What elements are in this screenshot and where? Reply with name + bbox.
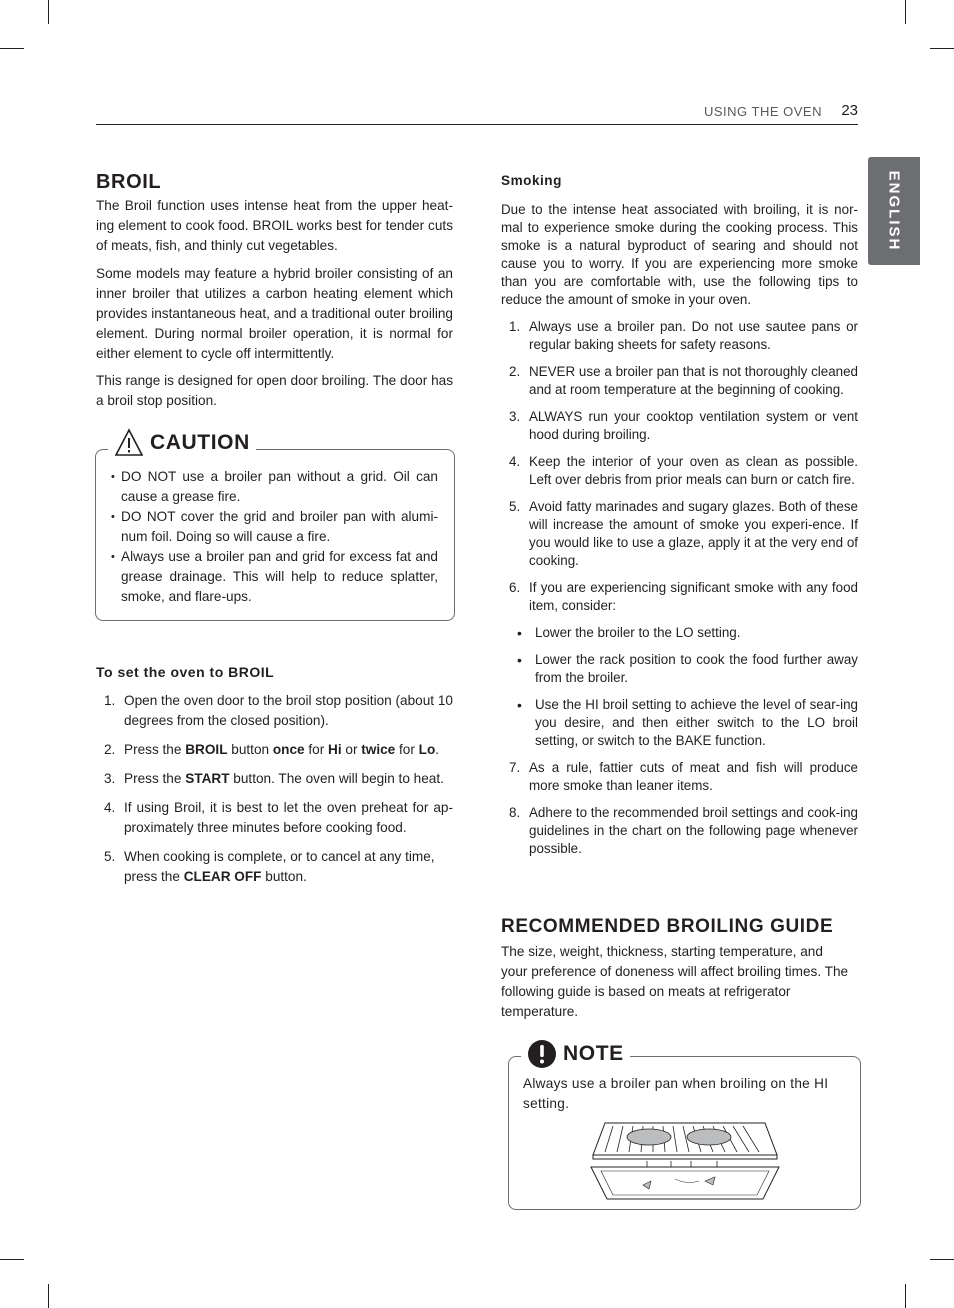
tip-text: Adhere to the recommended broil settings and cook-ing guidelines in the chart on the following page whenever possible.: [529, 805, 859, 856]
list-item: • Use the HI broil setting to achieve the level of sear-ing you desire, and then either switch to the LO broil setting, or switch to the BAKE function.: [501, 696, 858, 750]
tip-number: 7.: [509, 760, 521, 775]
page-header: [96, 104, 858, 125]
set-broil-heading: To set the oven to BROIL: [96, 664, 275, 680]
language-tab: [868, 157, 920, 265]
lo-label: Lo: [418, 742, 436, 757]
smoking-sub-tips: [501, 624, 858, 750]
section-title: USING THE OVEN: [703, 104, 822, 119]
list-item: [96, 740, 453, 760]
twice-label: twice: [361, 742, 396, 757]
step-text: When cooking is complete, or to cancel at any time, press the: [124, 849, 435, 884]
list-item: [501, 408, 858, 444]
set-broil-section: [96, 662, 453, 887]
clear-off-button-label: CLEAR OFF: [183, 869, 262, 884]
crop-mark: [48, 0, 49, 24]
hi-label: Hi: [328, 742, 342, 757]
caution-item: • Always use a broiler pan and grid for excess fat and grease drainage. This will help to reduce splatter, smoke, and flare-ups.: [111, 547, 438, 607]
note-title: [521, 1039, 630, 1069]
step-number: 5.: [104, 849, 116, 864]
tip-text: As a rule, fattier cuts of meat and fish will produce more smoke than leaner items.: [529, 760, 858, 793]
step-text: for: [304, 742, 329, 757]
tip-text: Always use a broiler pan. Do not use sautee pans or regular baking sheets for safety reasons.: [529, 319, 858, 352]
broiler-pan-illustration: [587, 1119, 783, 1203]
tip-number: 2.: [509, 364, 521, 379]
smoking-tips: [501, 318, 858, 615]
caution-label: CAUTION: [150, 431, 250, 454]
tip-number: 4.: [509, 454, 521, 469]
crop-mark: [905, 0, 906, 24]
list-item: [96, 847, 453, 887]
step-text: for: [395, 742, 419, 757]
caution-item: • DO NOT use a broiler pan without a grid. Oil can cause a grease fire.: [111, 467, 438, 507]
tip-text: NEVER use a broiler pan that is not thoroughly cleaned and at room temperature at the beginning of cooking.: [529, 364, 858, 397]
caution-title: [108, 428, 256, 458]
tip-text: ALWAYS run your cooktop ventilation system or vent hood during broiling.: [529, 409, 858, 442]
list-item: [501, 579, 858, 615]
page-number: 23: [841, 102, 858, 119]
caution-list: [111, 467, 438, 607]
set-broil-steps: [96, 691, 453, 887]
list-item: [501, 363, 858, 399]
tip-number: 3.: [509, 409, 521, 424]
tip-number: 6.: [509, 580, 521, 595]
exclamation-circle-icon: [527, 1039, 557, 1069]
step-text: .: [435, 742, 440, 757]
tip-number: 8.: [509, 805, 521, 820]
tip-number: 1.: [509, 319, 521, 334]
list-item: • Lower the broiler to the LO setting.: [501, 624, 858, 642]
right-column: [501, 172, 858, 858]
step-text: button: [227, 742, 273, 757]
caution-item: • DO NOT cover the grid and broiler pan with alumi-num foil. Doing so will cause a fire.: [111, 507, 438, 547]
step-number: 3.: [104, 771, 116, 786]
start-button-label: START: [185, 771, 230, 786]
broil-paragraph-2: Some models may feature a hybrid broiler consisting of an inner broiler that utilizes a carbon heating element which provides instantaneous heat, and a traditional outer broiling element. During normal broiler operation, it is normal for either element to cycle off intermittently.: [96, 266, 453, 361]
step-text: If using Broil, it is best to let the oven preheat for ap-proximately three minutes before cooking food.: [124, 800, 453, 835]
step-text: Press the: [124, 771, 186, 786]
caution-box: [95, 431, 455, 621]
smoking-heading: Smoking: [501, 173, 562, 188]
list-item: [501, 759, 858, 795]
list-item: [501, 498, 858, 570]
tip-number: 5.: [509, 499, 521, 514]
smoking-intro: Due to the intense heat associated with broiling, it is nor-mal to experience smoke during the cooking process. This smoke is a natural byproduct of searing and should not cause you to worry. If you are experiencing more smoke than you are comfortable with, use the following tips to reduce the amount of smoke in your oven.: [501, 202, 858, 307]
broil-paragraph-1: The Broil function uses intense heat from the upper heat-ing element to cook food. BROIL works best for tender cuts of meats, fish, and thinly cut vegetables.: [96, 198, 453, 253]
list-item: [501, 804, 858, 858]
crop-mark: [0, 1259, 24, 1260]
crop-mark: [0, 48, 24, 49]
broiling-guide-text: The size, weight, thickness, starting temperature, and your preference of doneness will affect broiling times. The following guide is based on meats at refrigerator temperature.: [501, 944, 849, 1019]
note-box: [508, 1042, 861, 1210]
list-item: [96, 691, 453, 731]
left-column: [96, 172, 453, 411]
broiling-guide-section: [501, 917, 851, 1022]
crop-mark: [48, 1284, 49, 1308]
list-item: [96, 769, 453, 789]
crop-mark: [905, 1284, 906, 1308]
tip-text: Keep the interior of your oven as clean as possible. Left over debris from prior meals can burn or catch fire.: [529, 454, 858, 487]
step-number: 2.: [104, 742, 116, 757]
list-item: • Lower the rack position to cook the food further away from the broiler.: [501, 651, 858, 687]
step-text: or: [341, 742, 362, 757]
note-label: NOTE: [563, 1042, 624, 1065]
smoking-tips-continued: [501, 759, 858, 858]
step-text: button. The oven will begin to heat.: [229, 771, 444, 786]
step-text: Open the oven door to the broil stop position (about 10 degrees from the closed position).: [124, 693, 453, 728]
broil-paragraph-3: This range is designed for open door broiling. The door has a broil stop position.: [96, 373, 453, 408]
broil-heading: BROIL: [96, 171, 162, 193]
broiling-guide-heading: RECOMMENDED BROILING GUIDE: [501, 916, 834, 937]
crop-mark: [930, 1259, 954, 1260]
list-item: [501, 453, 858, 489]
broil-button-label: BROIL: [185, 742, 228, 757]
step-number: 1.: [104, 693, 116, 708]
once-label: once: [272, 742, 305, 757]
list-item: [96, 798, 453, 838]
list-item: [501, 318, 858, 354]
language-label: ENGLISH: [885, 170, 903, 252]
warning-triangle-icon: [114, 428, 144, 458]
tip-text: If you are experiencing significant smoke with any food item, consider:: [529, 580, 858, 613]
step-text: button.: [261, 869, 307, 884]
tip-text: Avoid fatty marinades and sugary glazes. Both of these will increase the amount of smoke you experi-ence. If you would like to use a glaze, apply it at the very end of cooking.: [529, 499, 858, 568]
step-number: 4.: [104, 800, 116, 815]
note-text: Always use a broiler pan when broiling on the HI setting.: [523, 1076, 829, 1111]
step-text: Press the: [124, 742, 186, 757]
crop-mark: [930, 48, 954, 49]
